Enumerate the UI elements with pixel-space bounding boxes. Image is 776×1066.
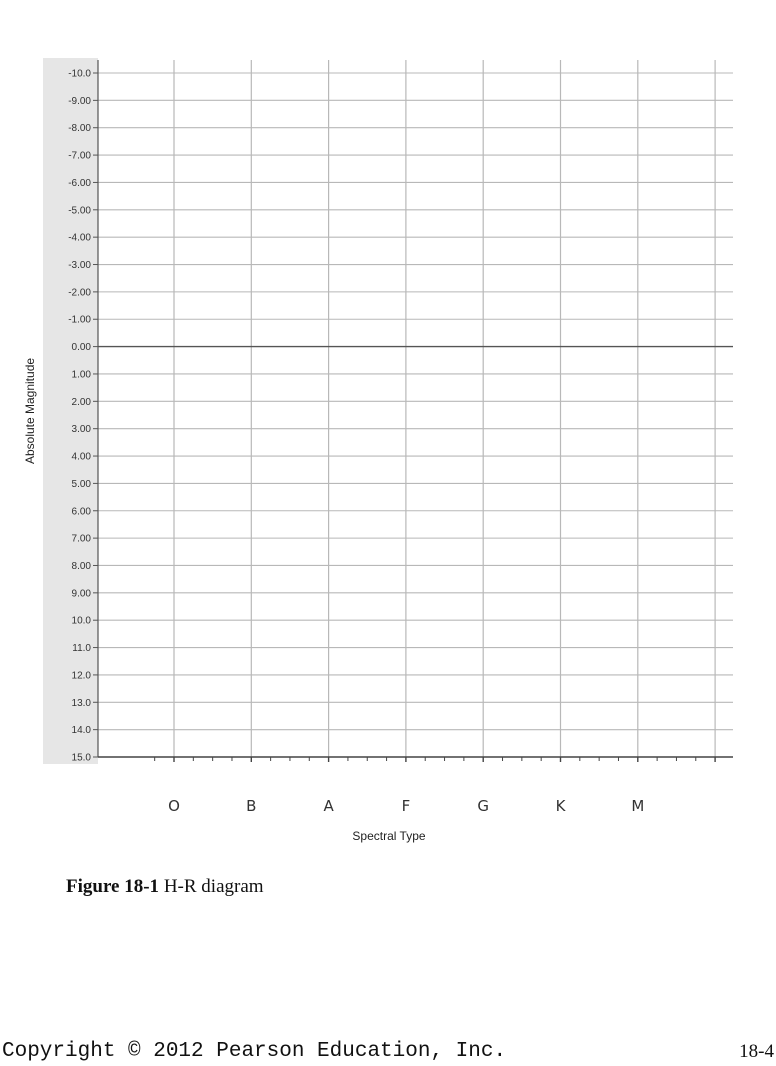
y-tick-label: -3.00 — [68, 260, 91, 272]
y-tick-label: 3.00 — [71, 424, 91, 436]
y-tick-label: 9.00 — [71, 588, 91, 600]
y-tick-label: 12.0 — [71, 670, 91, 682]
y-tick-label: 2.00 — [71, 396, 91, 408]
y-tick-label: 10.0 — [71, 615, 91, 627]
y-tick-label: 8.00 — [71, 560, 91, 572]
y-tick-label: -2.00 — [68, 287, 91, 299]
y-tick-label: -4.00 — [68, 232, 91, 244]
x-axis-label: Spectral Type — [352, 829, 426, 843]
y-tick-label: 5.00 — [71, 478, 91, 490]
y-tick-label: -8.00 — [68, 123, 91, 135]
y-tick-label: 7.00 — [71, 533, 91, 545]
y-axis-label: Absolute Magnitude — [23, 357, 37, 465]
y-axis-band — [43, 58, 98, 764]
y-tick-label: -6.00 — [68, 177, 91, 189]
y-tick-label: 15.0 — [71, 752, 91, 764]
x-tick-label: A — [323, 797, 334, 815]
y-tick-label: 11.0 — [72, 643, 91, 655]
y-tick-label: 4.00 — [71, 451, 91, 463]
copyright-notice: Copyright © 2012 Pearson Education, Inc. — [2, 1040, 507, 1063]
x-tick-label: M — [631, 797, 645, 815]
x-tick-label: O — [168, 797, 180, 815]
x-tick-label: G — [477, 797, 490, 815]
y-tick-label: -7.00 — [68, 150, 91, 162]
y-tick-label: 6.00 — [71, 506, 91, 518]
figure-caption-label: Figure 18-1 — [66, 876, 160, 897]
y-tick-label: -5.00 — [68, 205, 91, 217]
y-tick-label: -10.0 — [68, 68, 91, 80]
page-number: 18-4 — [739, 1041, 774, 1062]
x-tick-label: B — [246, 797, 257, 815]
y-tick-label: 13.0 — [71, 697, 91, 709]
x-tick-label: K — [555, 797, 566, 815]
x-tick-label: F — [401, 797, 411, 815]
y-tick-label: 14.0 — [71, 725, 91, 737]
y-tick-label: 0.00 — [71, 342, 91, 354]
x-tick-labels — [168, 797, 644, 815]
figure-caption — [66, 876, 264, 898]
y-tick-label: -9.00 — [68, 95, 91, 107]
y-tick-label: 1.00 — [71, 369, 91, 381]
y-tick-label: -1.00 — [68, 314, 91, 326]
figure-caption-text: H-R diagram — [163, 876, 264, 897]
